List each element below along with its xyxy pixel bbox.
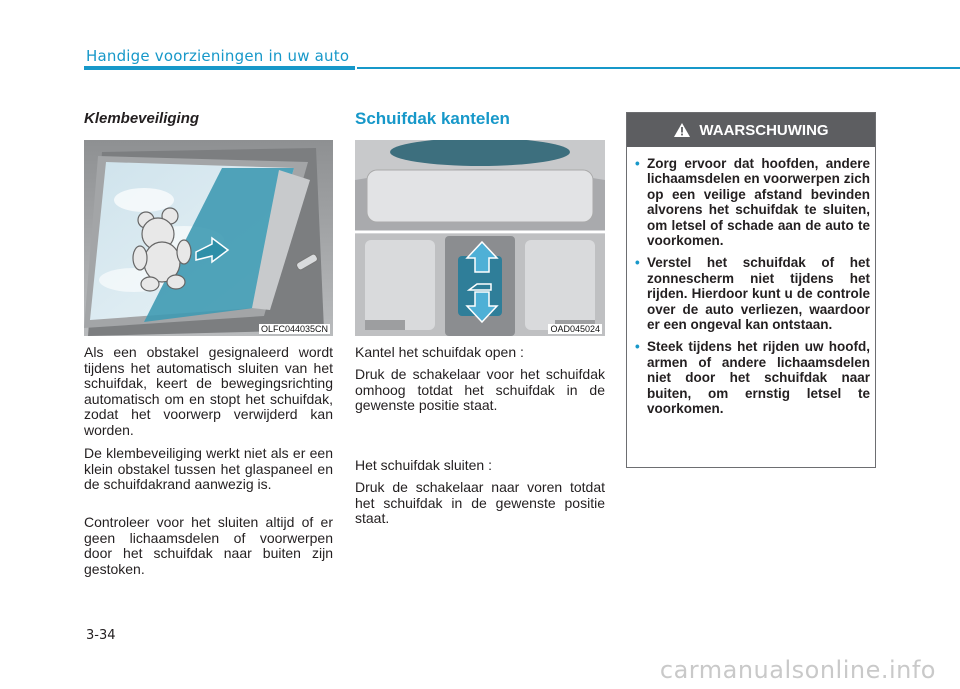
- header-rule-dark: [84, 66, 355, 70]
- page-number: 3-34: [86, 628, 116, 643]
- pinch-paragraph-2: De klembeveiliging werkt niet als er een klein obstakel tussen het glaspaneel en de schuifdakrand aanwezig is.: [84, 445, 333, 493]
- tilt-open-heading: Kantel het schuifdak open :: [355, 344, 524, 360]
- figure-label: OLFC044035CN: [260, 324, 328, 334]
- header-rule-light: [357, 67, 960, 69]
- section-header-title: Handige voorzieningen in uw auto: [86, 47, 350, 65]
- tilt-switch-figure: [355, 140, 605, 336]
- bullet-icon: •: [635, 255, 640, 271]
- pinch-paragraph-1: Als een obstakel gesignaleerd wordt tijdens het automatisch sluiten van het schuifdak, keert de bewegingsrichting automatisch om en stopt het schuifdak, zodat het voorwerp verwijderd kan worden.: [84, 344, 333, 438]
- tilt-close-heading: Het schuifdak sluiten :: [355, 457, 492, 473]
- bullet-icon: •: [635, 156, 640, 171]
- bullet-icon: •: [635, 339, 640, 355]
- warning-triangle-icon: [673, 122, 691, 138]
- warning-item: • Steek tijdens het rijden uw hoofd, armen of andere lichaamsdelen niet door het schuifdak naar buiten, om ernstig letsel te voorkomen.: [635, 339, 870, 417]
- tilt-close-text: Druk de schakelaar naar voren totdat het schuifdak in de gewenste positie staat.: [355, 479, 605, 527]
- watermark: carmanualsonline.info: [659, 656, 936, 684]
- warning-box: [626, 112, 876, 468]
- tilt-open-text: Druk de schakelaar voor het schuifdak omhoog totdat het schuifdak in de gewenste positie staat.: [355, 366, 605, 414]
- pinch-paragraph-3: Controleer voor het sluiten altijd of er geen lichaamsdelen of voorwerpen door het schuifdak naar buiten zijn gestoken.: [84, 514, 333, 577]
- warning-list: [635, 156, 870, 424]
- sunroof-pinch-figure: [84, 140, 333, 336]
- sunroof-pinch-illustration: [84, 140, 333, 336]
- warning-header: [627, 113, 875, 147]
- tilt-switch-illustration: [355, 140, 605, 336]
- warning-title: WAARSCHUWING: [699, 121, 829, 139]
- schuifdak-kantelen-title: Schuifdak kantelen: [355, 109, 510, 128]
- figure-label: OAD045024: [550, 324, 600, 334]
- klembeveiliging-title: Klembeveiliging: [84, 110, 200, 127]
- warning-item: • Verstel het schuifdak of het zonnescherm niet tijdens het rijden. Hierdoor kunt u de controle over de auto verliezen, waardoor er een ongeval kan ontstaan.: [635, 255, 870, 333]
- warning-item: • Zorg ervoor dat hoofden, andere lichaamsdelen en voorwerpen zich op een veilige afstand bevinden alvorens het schuifdak te sluiten, om letsel of schade aan de auto te voorkomen.: [635, 156, 870, 249]
